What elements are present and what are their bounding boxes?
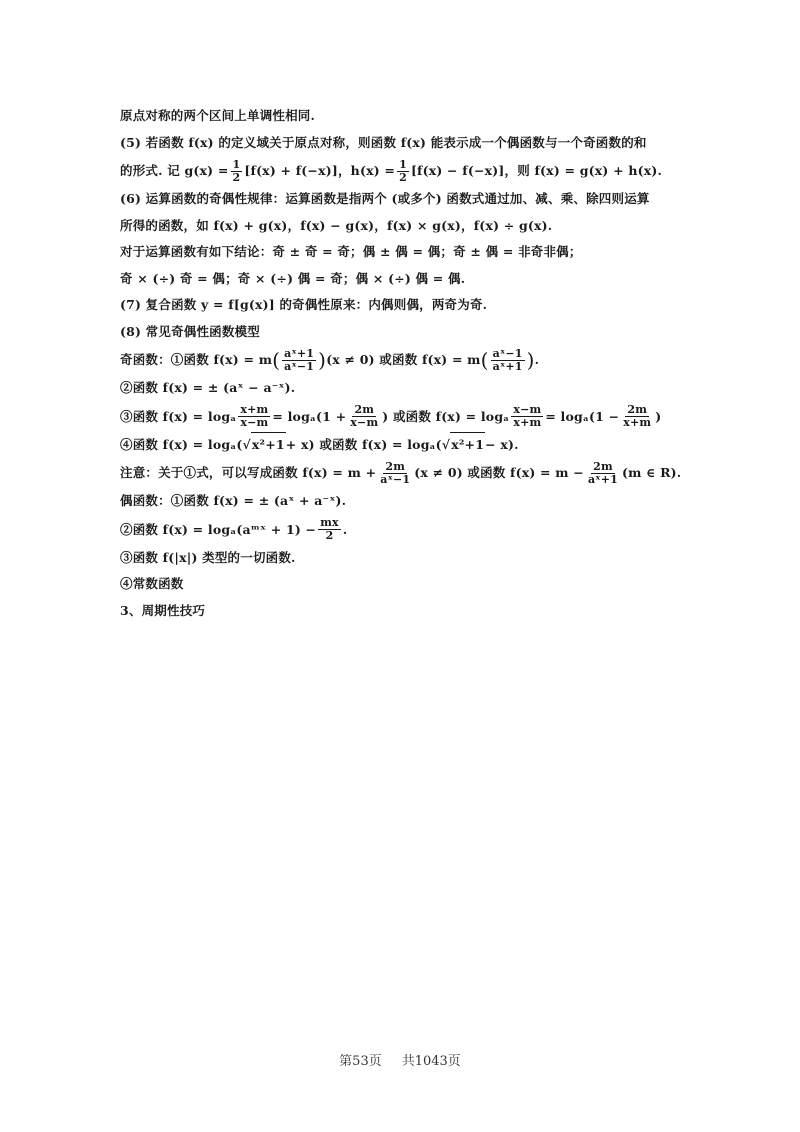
- text-line: [120, 375, 680, 402]
- left-paren: (: [272, 348, 281, 372]
- text: 奇 × (÷) 奇 = 偶；奇 × (÷) 偶 = 奇；偶 × (÷) 偶 = 偶.: [120, 270, 466, 286]
- text: (8) 常见奇偶性函数模型: [120, 323, 260, 339]
- text-line: [120, 186, 680, 213]
- denominator: 2: [399, 170, 407, 184]
- denominator: aˣ+1: [587, 472, 618, 486]
- text: ③函数 f(|x|) 类型的一切函数.: [120, 549, 296, 565]
- text: 所得的函数，如 f(x) + g(x)，f(x) − g(x)，f(x) × g(x)，f(x) ÷ g(x).: [120, 217, 553, 233]
- fraction: [348, 404, 380, 429]
- denominator: aˣ−1: [284, 359, 315, 373]
- denominator: x−m: [350, 416, 379, 429]
- fraction: [491, 348, 525, 373]
- page-number: 第53页: [339, 1054, 382, 1069]
- fraction: [231, 159, 243, 184]
- numerator: x+m: [240, 403, 269, 416]
- fraction: [378, 461, 412, 486]
- text-line: [120, 488, 680, 515]
- text-line: [120, 239, 680, 266]
- text-line: [120, 213, 680, 240]
- text: − x).: [485, 436, 519, 452]
- text-line: [120, 103, 680, 130]
- text: 偶函数：①函数 f(x) = ± (aˣ + a⁻ˣ).: [120, 493, 347, 509]
- text: 奇函数：①函数 f(x) = m: [120, 352, 273, 367]
- denominator: x+m: [513, 416, 542, 429]
- section-heading: [120, 598, 680, 625]
- fraction: [282, 348, 316, 373]
- text: 3、周期性技巧: [120, 602, 206, 618]
- fraction: [238, 404, 270, 429]
- numerator: aˣ+1: [284, 346, 315, 360]
- text: (7) 复合函数 y = f[g(x)] 的奇偶性原来：内偶则偶，两奇为奇.: [120, 297, 488, 313]
- text: (x ≠ 0) 或函数 f(x) = m −: [414, 465, 584, 480]
- text: 的形式. 记 g(x) =: [120, 163, 229, 178]
- denominator: 2: [232, 170, 241, 184]
- radicand: x²+1: [251, 432, 286, 457]
- text: (5) 若函数 f(x) 的定义域关于原点对称，则函数 f(x) 能表示成一个偶函数与一个奇函数的和: [120, 134, 647, 150]
- text: + x) 或函数 f(x) = logₐ(: [285, 436, 442, 452]
- numerator: 2m: [385, 459, 406, 473]
- text: 原点对称的两个区间上单调性相同.: [120, 108, 316, 124]
- text-line: [120, 402, 680, 432]
- denominator: x+m: [623, 416, 652, 429]
- text: (6) 运算函数的奇偶性规律：运算函数是指两个 (或多个) 函数式通过加、减、乘、除四则运算: [120, 191, 650, 207]
- fraction: [397, 159, 409, 184]
- text: ): [655, 408, 662, 424]
- text: = logₐ(1 −: [545, 408, 620, 424]
- text-line: [120, 571, 680, 598]
- denominator: 2: [325, 529, 334, 542]
- text-line: [120, 266, 680, 293]
- text: 注意：关于①式，可以写成函数 f(x) = m +: [120, 465, 377, 480]
- text: ④函数 f(x) = logₐ(: [120, 436, 243, 452]
- document-body: [120, 103, 680, 624]
- page-footer: [0, 1050, 800, 1069]
- fraction: [621, 404, 653, 429]
- text: ) 或函数 f(x) = logₐ: [382, 408, 510, 424]
- text-line: [120, 432, 680, 459]
- text-line: [120, 545, 680, 572]
- numerator: x−m: [513, 403, 542, 416]
- text: [f(x) + f(−x)]，h(x) =: [244, 163, 396, 178]
- denominator: aˣ+1: [492, 359, 523, 373]
- text-line: [120, 458, 680, 488]
- text: (m ∈ R).: [621, 465, 682, 480]
- numerator: 1: [232, 157, 241, 171]
- numerator: 2m: [593, 459, 613, 473]
- numerator: 1: [399, 157, 407, 171]
- text: ②函数 f(x) = logₐ(aᵐˣ + 1) −: [120, 521, 317, 537]
- numerator: aˣ−1: [492, 346, 523, 360]
- text: 对于运算函数有如下结论：奇 ± 奇 = 奇；偶 ± 偶 = 偶；奇 ± 偶 = 非奇非偶；: [120, 244, 582, 260]
- text: .: [534, 352, 540, 367]
- numerator: mx: [320, 516, 339, 529]
- text-line: [120, 292, 680, 319]
- right-paren: ): [526, 348, 535, 372]
- numerator: 2m: [627, 403, 648, 416]
- denominator: x−m: [240, 416, 269, 429]
- fraction: [511, 404, 543, 429]
- sqrt-sign: √: [441, 436, 451, 452]
- text: [f(x) − f(−x)]，则 f(x) = g(x) + h(x).: [410, 163, 663, 178]
- text-line: [120, 156, 680, 186]
- text: ②函数 f(x) = ± (aˣ − a⁻ˣ).: [120, 380, 296, 396]
- right-paren: ): [318, 348, 327, 372]
- fraction: [586, 461, 620, 486]
- text: ④常数函数: [120, 576, 184, 592]
- denominator: aˣ−1: [380, 472, 411, 486]
- text-line: [120, 515, 680, 545]
- left-paren: (: [480, 348, 489, 372]
- numerator: 2m: [354, 403, 375, 416]
- page-total: 共1043页: [401, 1054, 461, 1069]
- text: ③函数 f(x) = logₐ: [120, 408, 237, 424]
- text-line: [120, 345, 680, 375]
- text-line: [120, 319, 680, 346]
- text: .: [342, 521, 348, 537]
- fraction: [318, 517, 341, 542]
- text-line: [120, 130, 680, 157]
- sqrt-sign: √: [242, 436, 251, 452]
- text: = logₐ(1 +: [272, 408, 347, 424]
- text: (x ≠ 0) 或函数 f(x) = m: [326, 352, 481, 367]
- radicand: x²+1: [450, 432, 485, 457]
